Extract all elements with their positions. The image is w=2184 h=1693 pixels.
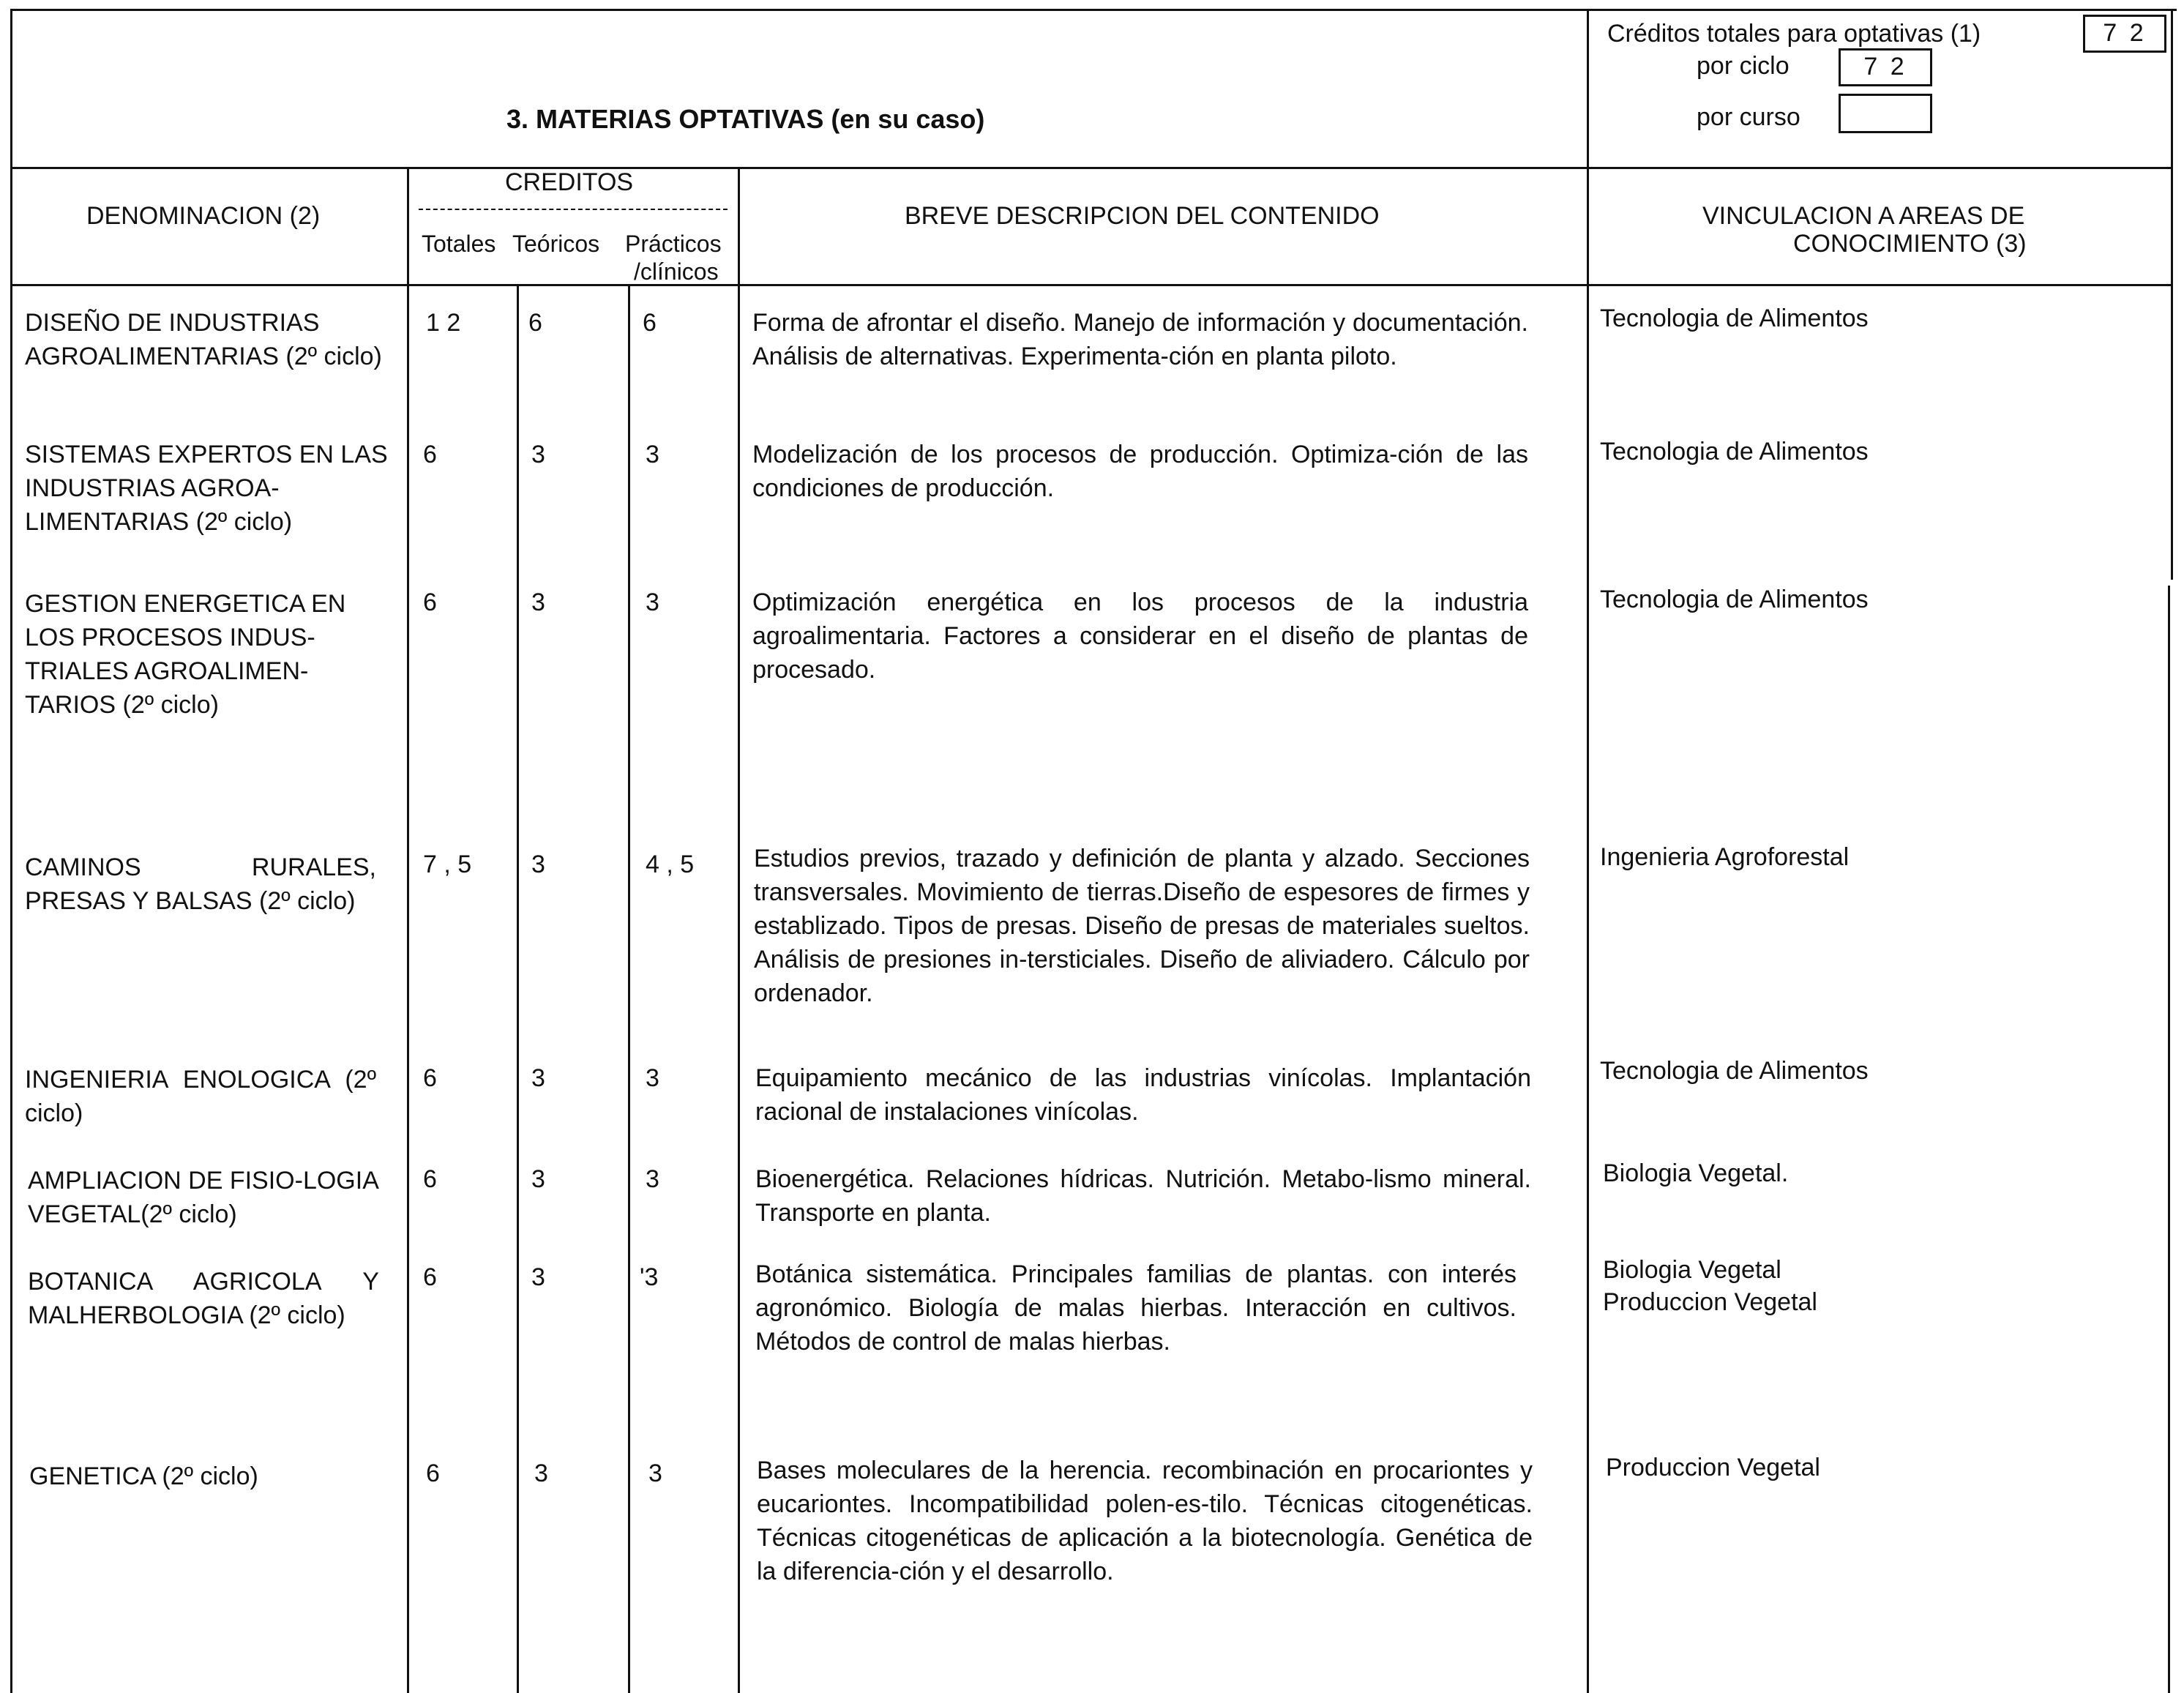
row-practicos: 3: [646, 441, 659, 468]
row-practicos: 6: [643, 309, 657, 337]
row-denominacion: BOTANICA AGRICOLA Y MALHERBOLOGIA (2º ciclo): [28, 1268, 379, 1329]
row-teoricos: 3: [531, 1263, 545, 1291]
row-practicos: 3: [646, 1064, 659, 1092]
creditos-dashed-rule: [419, 209, 728, 210]
row-teoricos: 3: [531, 851, 545, 878]
row-denominacion: SISTEMAS EXPERTOS EN LAS INDUSTRIAS AGROA-LIMENTARIAS (2º ciclo): [25, 441, 388, 536]
col-divider-descripcion: [1587, 9, 1589, 1693]
row-denominacion: GENETICA (2º ciclo): [29, 1462, 258, 1490]
col-vinculacion-1: VINCULACION A AREAS DE: [1702, 202, 2025, 230]
row-practicos: 3: [646, 1165, 659, 1193]
col-divider-totales: [517, 284, 519, 1693]
por-ciclo-label: por ciclo: [1697, 52, 1790, 80]
column-header-divider: [10, 284, 2173, 286]
col-creditos: CREDITOS: [505, 168, 634, 196]
row-area: Biologia Vegetal.: [1603, 1159, 1789, 1187]
row-area: Tecnologia de Alimentos: [1600, 304, 1869, 332]
row-denominacion: GESTION ENERGETICA EN LOS PROCESOS INDUS-TRIALES AGROALIMEN-TARIOS (2º ciclo): [25, 590, 346, 719]
col-practicos: Prácticos: [625, 231, 722, 257]
row-totales: 6: [423, 441, 437, 468]
row-descripcion: Bioenergética. Relaciones hídricas. Nutrición. Metabo-lismo mineral. Transporte en planta.: [755, 1165, 1531, 1227]
por-ciclo-value: 7 2: [1839, 48, 1932, 86]
row-practicos: 4 , 5: [646, 851, 695, 878]
row-teoricos: 3: [534, 1460, 548, 1487]
row-teoricos: 3: [531, 588, 545, 616]
col-descripcion: BREVE DESCRIPCION DEL CONTENIDO: [905, 202, 1380, 230]
row-area: Biologia Vegetal: [1603, 1256, 1781, 1284]
col-teoricos: Teóricos: [512, 231, 600, 257]
row-descripcion: Equipamiento mecánico de las industrias vinícolas. Implantación racional de instalaciones vinícolas.: [755, 1064, 1531, 1126]
row-descripcion: Forma de afrontar el diseño. Manejo de información y documentación. Análisis de alternativas. Experimenta-ción en planta piloto.: [752, 309, 1528, 370]
row-area: Tecnologia de Alimentos: [1600, 586, 1869, 613]
row-area: Produccion Vegetal: [1606, 1454, 1820, 1481]
row-descripcion: Botánica sistemática. Principales familias de plantas. con interés agronómico. Biología de malas hierbas. Interacción en cultivos. Métodos de control de malas hierbas.: [755, 1260, 1517, 1356]
creditos-totales-value: 7 2: [2083, 15, 2166, 53]
row-descripcion: Optimización energética en los procesos de la industria agroalimentaria. Factores a considerar en el diseño de plantas de procesado.: [752, 588, 1528, 684]
col-divider-denominacion: [407, 167, 409, 1693]
border-right-lower: [2168, 586, 2170, 1693]
row-totales: 1 2: [426, 309, 461, 337]
row-descripcion: Modelización de los procesos de producción. Optimiza-ción de las condiciones de producción.: [752, 441, 1528, 502]
col-totales: Totales: [422, 231, 496, 257]
row-denominacion: INGENIERIA ENOLOGICA (2º ciclo): [25, 1066, 376, 1127]
por-curso-label: por curso: [1697, 103, 1800, 131]
row-teoricos: 6: [528, 309, 542, 337]
col-divider-teoricos: [628, 284, 630, 1693]
row-denominacion: DISEÑO DE INDUSTRIAS AGROALIMENTARIAS (2º ciclo): [25, 309, 382, 370]
por-curso-value: [1839, 94, 1932, 133]
row-totales: 6: [423, 588, 437, 616]
row-teoricos: 3: [531, 441, 545, 468]
row-area-secondary: Produccion Vegetal: [1603, 1288, 1817, 1316]
col-clinicos: /clínicos: [634, 258, 719, 285]
row-denominacion: CAMINOS RURALES, PRESAS Y BALSAS (2º ciclo): [25, 853, 376, 915]
row-practicos: '3: [640, 1263, 659, 1291]
row-practicos: 3: [646, 588, 659, 616]
col-denominacion: DENOMINACION (2): [86, 202, 321, 230]
row-totales: 6: [426, 1460, 440, 1487]
row-descripcion: Bases moleculares de la herencia. recombinación en procariontes y eucariontes. Incompatibilidad polen-es-tilo. Técnicas citogenéticas. Técnicas citogenéticas de aplicación a la biotecnología. Genética de la diferencia-ción y el desarrollo.: [757, 1457, 1533, 1585]
row-descripcion: Estudios previos, trazado y definición de planta y alzado. Secciones transversales. Movimiento de tierras.Diseño de espesores de firmes y establizado. Tipos de presas. Diseño de presas de materiales sueltos. Análisis de presiones in-tersticiales. Diseño de aliviadero. Cálculo por ordenador.: [754, 845, 1530, 1007]
row-practicos: 3: [648, 1460, 662, 1487]
row-teoricos: 3: [531, 1064, 545, 1092]
row-area: Ingenieria Agroforestal: [1600, 843, 1850, 871]
row-totales: 7 , 5: [423, 851, 472, 878]
row-denominacion: AMPLIACION DE FISIO-LOGIA VEGETAL(2º ciclo): [28, 1167, 378, 1228]
row-totales: 6: [423, 1165, 437, 1193]
row-teoricos: 3: [531, 1165, 545, 1193]
border-top: [10, 9, 2177, 11]
row-area: Tecnologia de Alimentos: [1600, 438, 1869, 466]
header-divider: [10, 167, 2173, 169]
border-right: [2171, 9, 2173, 580]
creditos-totales-label: Créditos totales para optativas (1): [1607, 20, 1981, 48]
col-divider-creditos: [738, 167, 740, 1693]
row-area: Tecnologia de Alimentos: [1600, 1057, 1869, 1085]
row-totales: 6: [423, 1064, 437, 1092]
col-vinculacion-2: CONOCIMIENTO (3): [1793, 230, 2027, 258]
page-title: 3. MATERIAS OPTATIVAS (en su caso): [506, 104, 985, 134]
border-left: [10, 9, 12, 1693]
row-totales: 6: [423, 1263, 437, 1291]
